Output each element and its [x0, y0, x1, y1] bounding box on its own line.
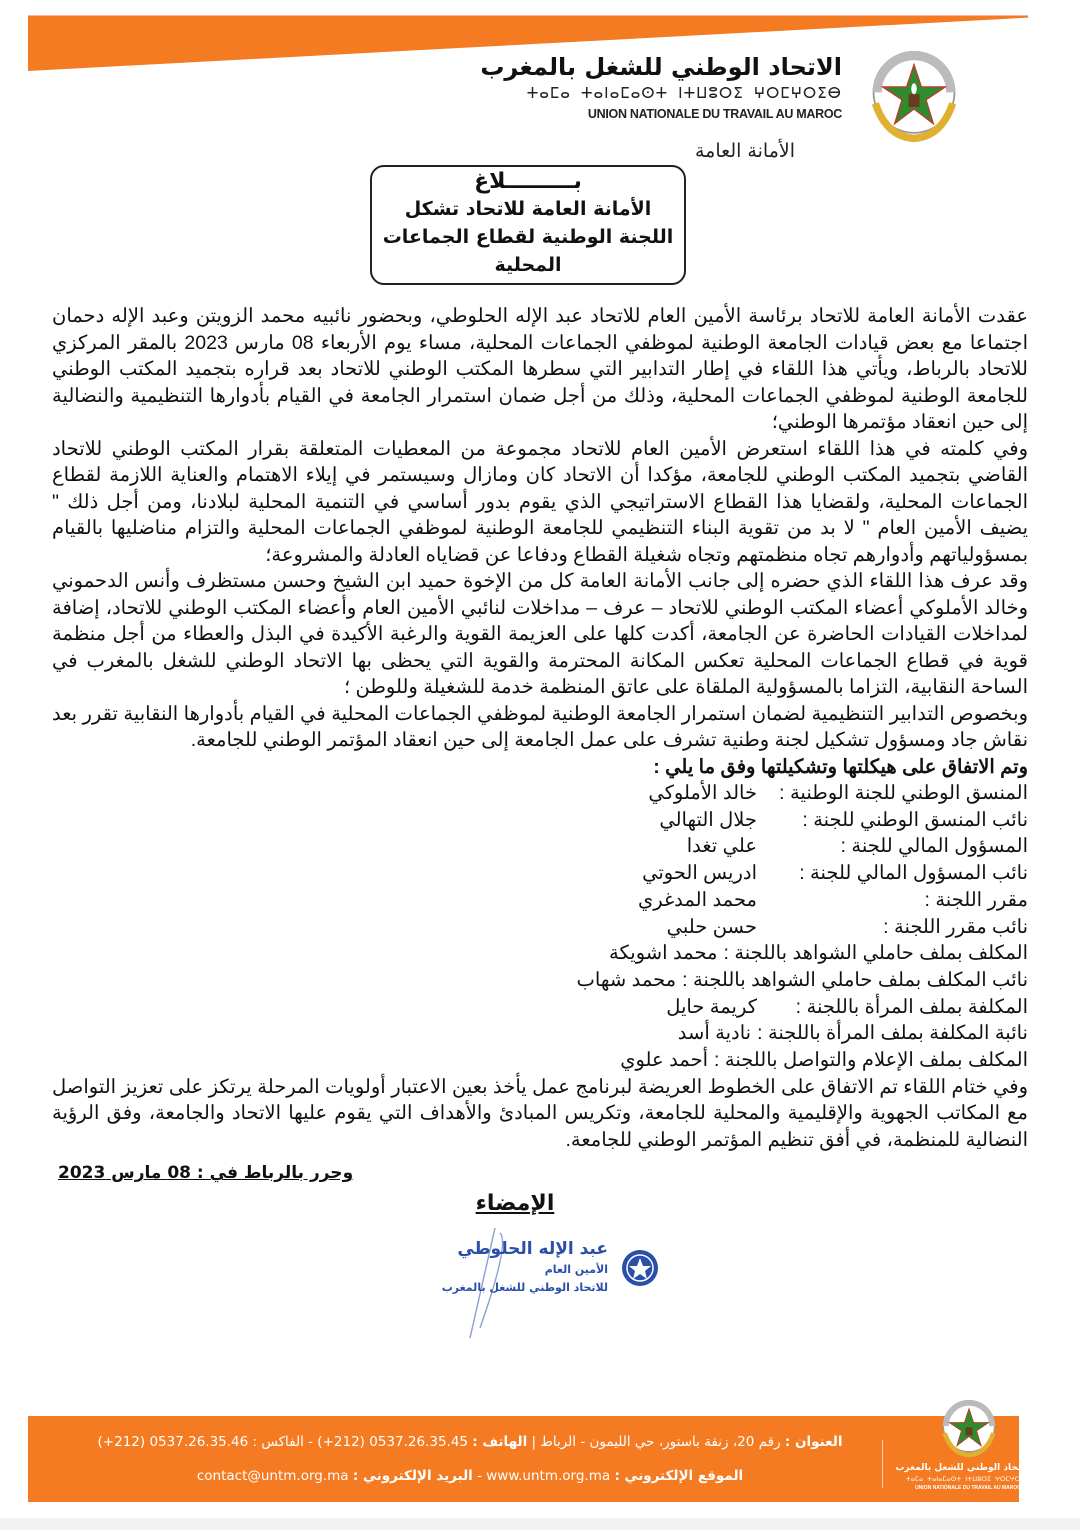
committee-member: [500, 807, 1028, 834]
member-role: نائب المسؤول المالي للجنة :: [799, 862, 1028, 885]
fax: 0537.26.35.46 (212+): [97, 1434, 249, 1450]
footer-org-french: UNION NATIONALE DU TRAVAIL AU MAROC: [915, 1485, 1021, 1491]
body-paragraph: وبخصوص التدابير التنظيمية لضمان استمرار الجامعة الوطنية لموظفي الجماعات المحلية في القيام بأدوارها النقابية تقرر بعد نقاش جاد ومسؤول تشكيل لجنة وطنية تشرف على عمل الجامعة إلى حين انعقاد المؤتمر الوطني للجامعة.: [52, 702, 1028, 751]
committee-list: [500, 780, 1028, 1074]
phone: 0537.26.35.45 (212+): [317, 1434, 468, 1450]
signature-name: عبد الإله الحلوطي: [457, 1239, 608, 1260]
org-name-arabic: الاتحاد الوطني للشغل بالمغرب: [480, 53, 842, 81]
member-role: نائب مقرر اللجنة :: [883, 915, 1028, 938]
committee-member: [500, 780, 1028, 807]
org-name-tifinagh: ⵜⴰⵎⴰ ⵜⴰⵏⴰⵎⴰⵙⵜ ⵏⵜⵡⵓⵔⵉ ⵖⵔⵎⵖⵔⵉⴱ: [526, 84, 842, 102]
separator: -: [303, 1434, 313, 1450]
footer-web-line: [80, 1466, 860, 1486]
footer-org-arabic: الاتحاد الوطني للشغل بالمغرب: [895, 1463, 1031, 1473]
footer-band: [28, 1416, 1019, 1502]
footer-contact-line: [80, 1432, 860, 1452]
email-link[interactable]: contact@untm.org.ma: [196, 1468, 349, 1484]
member-name: محمد شهاب: [576, 968, 677, 991]
fax-label: الفاكس :: [252, 1434, 304, 1450]
phone-label: الهاتف :: [472, 1434, 528, 1450]
member-role: المكلف بملف الإعلام والتواصل باللجنة :: [714, 1049, 1028, 1072]
body-paragraph: وقد عرف هذا اللقاء الذي حضره إلى جانب الأمانة العامة كل من الإخوة حميد ابن الشيخ وحسن مستظرف وأنس الدحموني وخالد الأملوكي أعضاء المكتب الوطني للاتحاد – عرف – مداخلات لنائبي الأمين العام وأعضاء المكتب الوطني للاتحاد، إضافة لمداخلات القيادات الحاضرة عن الجامعة، أكدت كلها على العزيمة القوية والرغبة الأكيدة في البذل والعطاء من أجل منظمة قوية في قطاع الجماعات المحلية تعكس المكانة المحترمة والقوية التي يحظى بها الاتحاد الوطني للشغل بالمغرب في الساحة النقابية، التزاما بالمسؤولية الملقاة على عاتق المنظمة خدمة للشغيلة وللوطن ؛: [52, 570, 1028, 698]
member-role: المسؤول المالي للجنة :: [840, 835, 1028, 858]
member-role: نائبة المكلفة بملف المرأة باللجنة :: [757, 1022, 1028, 1045]
member-name: نادية أسد: [677, 1022, 752, 1045]
committee-member: [500, 967, 1028, 994]
member-name: محمد المدغري: [637, 888, 757, 911]
member-role: نائب المنسق الوطني للجنة :: [802, 808, 1028, 831]
member-name: خالد الأملوكي: [648, 782, 757, 804]
announcement-body: [52, 303, 1028, 780]
closing-paragraph: وفي ختام اللقاء تم الاتفاق على الخطوط العريضة لبرنامج عمل يأخذ بعين الاعتبار أولويات المرحلة يرتكز على تعزيز التواصل مع المكاتب الجهوية والإقليمية والمحلية للجامعة، وتكريس المبادئ والأهداف التي يقوم عليها الاتحاد والجامعة، وفق الرؤية النضالية للمنظمة، في أفق تنظيم المؤتمر الوطني للجامعة.: [52, 1075, 1028, 1151]
committee-member: [500, 1020, 1028, 1047]
member-role: المكلف بملف حاملي الشواهد باللجنة :: [723, 942, 1028, 965]
footer-untm-logo-icon: [940, 1398, 998, 1460]
department-name: الأمانة العامة: [695, 140, 795, 162]
footer-org-tifinagh: ⵜⴰⵎⴰ ⵜⴰⵏⴰⵎⴰⵙⵜ ⵏⵜⵡⵓⵔⵉ ⵖⵔⵎⵖⵔⵉⴱ: [905, 1475, 1031, 1483]
signature-title: الأمين العام: [544, 1263, 608, 1277]
committee-member: [500, 1047, 1028, 1074]
signature-texts: [418, 1237, 608, 1297]
footer-divider: [882, 1440, 883, 1488]
separator: -: [472, 1468, 482, 1484]
agreement-line: وتم الاتفاق على هيكلتها وتشكيلتها وفق ما يلي :: [653, 755, 1028, 778]
committee-member: [500, 994, 1028, 1021]
member-name: جلال التهالي: [659, 808, 757, 831]
body-paragraph: وفي كلمته في هذا اللقاء استعرض الأمين العام للاتحاد مجموعة من المعطيات المتعلقة بقرار المكتب الوطني للاتحاد القاضي بتجميد المكتب الوطني للجامعة، مؤكدا أن الاتحاد كان ومازال وسيستمر في إيلاء الاهتمام والعناية اللازمة لقطاع الجماعات المحلية، ولقضايا هذا القطاع الاستراتيجي الذي يقوم بدور أساسي في التنمية المحلية لبلادنا، ومن أجل ذلك " يضيف الأمين العام " لا بد من تقوية البناء التنظيمي للجامعة الوطنية لموظفي الجماعات المحلية والتزام مناضليها بالقيام بمسؤولياتهم وأدوارهم تجاه منظمتهم وتجاه شغيلة القطاع ودفاعا عن قضاياه العادلة والمشروعة؛: [52, 437, 1028, 566]
member-role: المكلفة بملف المرأة باللجنة :: [795, 995, 1028, 1018]
closing-section: [52, 1074, 1028, 1154]
announcement-label: بـــــــــلاغ: [474, 169, 582, 194]
announcement-title-line2: اللجنة الوطنية لقطاع الجماعات المحلية: [382, 226, 674, 276]
member-name: ادريس الحوتي: [642, 862, 757, 885]
separator: |: [527, 1434, 537, 1450]
signature-org: للاتحاد الوطني للشغل بالمغرب: [441, 1281, 608, 1295]
committee-member: [500, 914, 1028, 941]
member-name: حسن حلبي: [666, 915, 757, 938]
committee-member: [500, 833, 1028, 860]
footer-org-name: [895, 1462, 1031, 1493]
bottom-strip: [0, 1518, 1080, 1530]
committee-member: [500, 887, 1028, 914]
website-link[interactable]: www.untm.org.ma: [486, 1468, 611, 1484]
signature-stamp: [400, 1223, 670, 1343]
stamp-icon: [622, 1250, 658, 1286]
signature-label: الإمضاء: [475, 1191, 555, 1217]
org-name-french: UNION NATIONALE DU TRAVAIL AU MAROC: [587, 107, 842, 121]
body-paragraph: عقدت الأمانة العامة للاتحاد برئاسة الأمين العام للاتحاد عبد الإله الحلوطي، وبحضور نائبيه محمد الزويتن وعبد الإله دحمان اجتماعا مع بعض قيادات الجامعة الوطنية لموظفي الجماعات المحلية، مساء يوم الأربعاء 08 مارس 2023 بالمقر المركزي للاتحاد بالرباط، ويأتي هذا اللقاء في إطار التدابير التي سطرها المكتب الوطني للاتحاد بعد قراره بتجميد المكتب الوطني للجامعة الوطنية لموظفي الجماعات المحلية، وذلك من أجل ضمان استمرار الجامعة في القيام بأدوارها التنظيمية والنضالية إلى حين انعقاد مؤتمرها الوطني؛: [52, 305, 1028, 433]
member-name: محمد اشويكة: [609, 942, 718, 965]
member-role: مقرر اللجنة :: [924, 888, 1028, 911]
committee-member: [500, 940, 1028, 967]
member-name: كريمة حايل: [666, 995, 757, 1018]
announcement-title-line1: الأمانة العامة للاتحاد تشكل: [404, 198, 652, 220]
member-role: المنسق الوطني للجنة الوطنية :: [779, 782, 1028, 804]
email-label: البريد الإلكتروني :: [352, 1468, 473, 1484]
member-role: نائب المكلف بملف حاملي الشواهد باللجنة :: [682, 968, 1028, 991]
address: رقم 20، زنقة باستور، حي الليمون - الرباط: [540, 1434, 781, 1450]
address-label: العنوان :: [784, 1434, 843, 1450]
member-name: علي تغدا: [686, 835, 757, 858]
announcement-title-box: [370, 165, 686, 285]
place-date: وحرر بالرباط في : 08 مارس 2023: [58, 1163, 354, 1184]
committee-member: [500, 860, 1028, 887]
member-name: أحمد علوي: [620, 1049, 709, 1072]
website-label: الموقع الإلكتروني :: [614, 1468, 744, 1484]
